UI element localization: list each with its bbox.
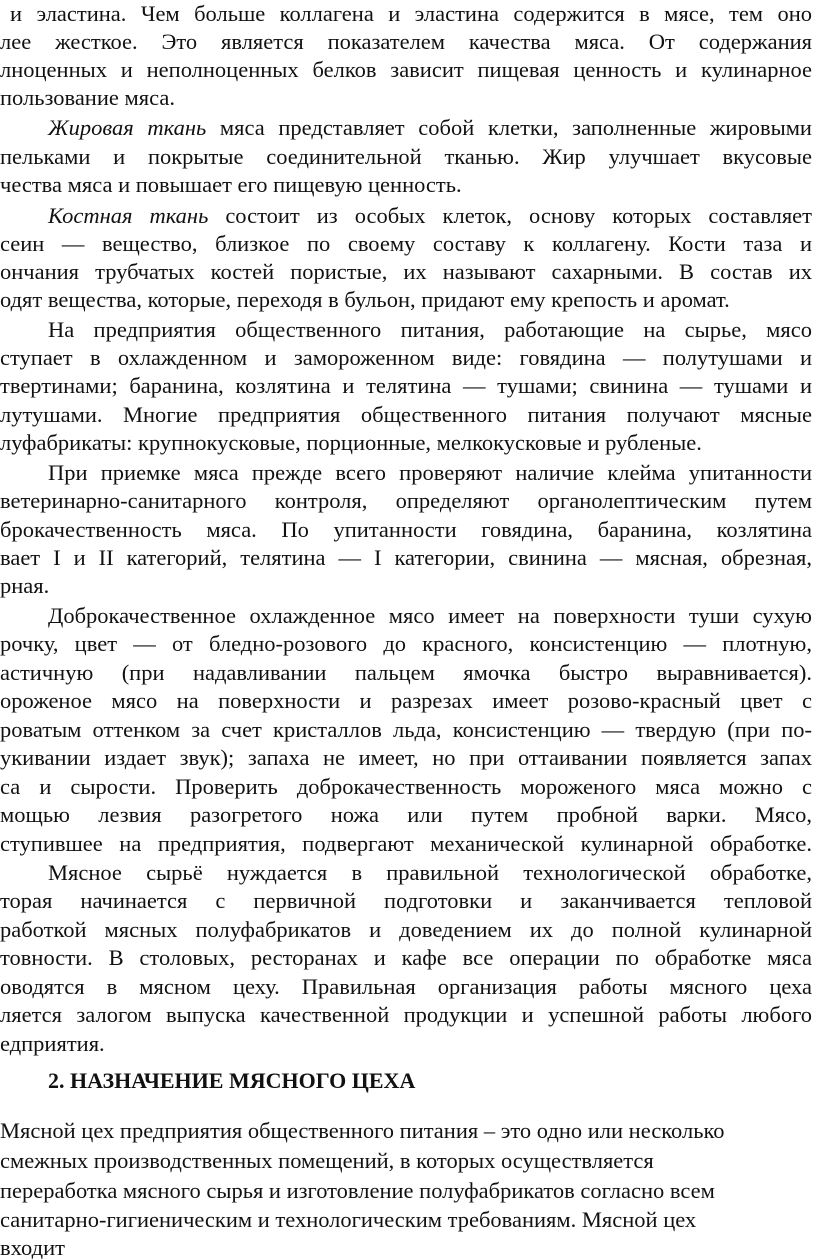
paragraph-line: твертинами; баранина, козлятина и телятина — тушами; свинина — тушами и [0,373,812,398]
paragraph-line: Мясное сырьё нуждается в правильной технологической обработке, [48,860,812,885]
paragraph-line: са и сырости. Проверить доброкачественность мороженого мяса можно с [0,774,812,799]
paragraph-line: ляется залогом выпуска качественной продукции и успешной работы любого [0,1002,812,1027]
paragraph-line: лноценных и неполноценных белков зависит пищевая ценность и кулинарное [0,57,812,82]
paragraph-line: входит [0,1235,65,1259]
paragraph-line: рочку, цвет — от бледно-розового до красного, консистенцию — плотную, [0,631,812,656]
paragraph-line: ступает в охлажденном и замороженном виде: говядина — полутушами и [0,345,812,370]
paragraph-line: Доброкачественное охлажденное мясо имеет на поверхности туши сухую [48,603,812,628]
italic-term: Жировая ткань [48,115,207,140]
paragraph-line: чества мяса и повышает его пищевую ценность. [0,172,462,197]
paragraph-line: работкой мясных полуфабрикатов и доведением их до полной кулинарной [0,917,812,942]
paragraph-line: товности. В столовых, ресторанах и кафе все операции по обработке мяса [0,945,812,970]
paragraph-line: лее жесткое. Это является показателем качества мяса. От содержания [0,29,812,54]
paragraph-line: торая начинается с первичной подготовки и заканчивается тепловой [0,888,812,913]
paragraph-line: переработка мясного сырья и изготовление полуфабрикатов согласно всем [0,1178,715,1203]
paragraph-line: вает I и II категорий, телятина — I категории, свинина — мясная, обрезная, [0,545,812,570]
section-heading: 2. НАЗНАЧЕНИЕ МЯСНОГО ЦЕХА [48,1068,416,1093]
paragraph-line: смежных производственных помещений, в которых осуществляется [0,1148,654,1173]
paragraph-line: ончания трубчатых костей пористые, их называют сахарными. В состав их [0,259,812,284]
paragraph-line: рная. [0,573,50,598]
paragraph-line: сеин — вещество, близкое по своему составу к коллагену. Кости таза и [0,231,812,256]
paragraph-line: пельками и покрытые соединительной тканью. Жир улучшает вкусовые [0,144,812,169]
paragraph-line: укивании издает звук); запаха не имеет, но при оттаивании появляется запах [0,745,812,770]
paragraph-line: лутушами. Многие предприятия общественного питания получают мясные [0,402,812,427]
paragraph-line: роватым оттенком за счет кристаллов льда, консистенцию — твердую (при по- [0,717,812,742]
paragraph-line: На предприятия общественного питания, работающие на сырье, мясо [48,317,812,342]
paragraph-line: ветеринарно-санитарного контроля, определяют органолептическим путем [0,488,812,513]
lead-rest: мяса представляет собой клетки, заполненные жировыми [206,115,812,140]
paragraph-line: При приемке мяса прежде всего проверяют наличие клейма упитанности [48,460,812,485]
paragraph-line: ороженое мясо на поверхности и разрезах имеет розово-красный цвет с [0,688,812,713]
paragraph-line: мощью лезвия разогретого ножа или путем пробной варки. Мясо, [0,802,812,827]
paragraph-line: оводятся в мясном цеху. Правильная организация работы мясного цеха [0,974,812,999]
paragraph-line: и эластина. Чем больше коллагена и эластина содержится в мясе, тем оно [10,1,812,26]
paragraph-line: брокачественность мяса. По упитанности говядина, баранина, козлятина [0,517,812,542]
paragraph-line: Мясной цех предприятия общественного питания – это одно или несколько [0,1118,725,1143]
paragraph-lead-line [48,202,812,229]
paragraph-line: санитарно-гигиеническим и технологическим требованиям. Мясной цех [0,1207,697,1232]
paragraph-line: луфабрикаты: крупнокусковые, порционные, мелкокусковые и рубленые. [0,430,702,455]
lead-rest: состоит из особых клеток, основу которых составляет [208,203,812,228]
italic-term: Костная ткань [48,203,209,228]
paragraph-lead-line [48,114,812,141]
paragraph-line: ступившее на предприятия, подвергают механической кулинарной обработке. [0,831,812,856]
paragraph-line: астичную (при надавливании пальцем ямочка быстро выравнивается). [0,660,812,685]
paragraph-line: едприятия. [0,1031,105,1056]
paragraph-line: пользование мяса. [0,85,175,110]
paragraph-line: одят вещества, которые, переходя в бульон, придают ему крепость и аромат. [0,287,730,312]
